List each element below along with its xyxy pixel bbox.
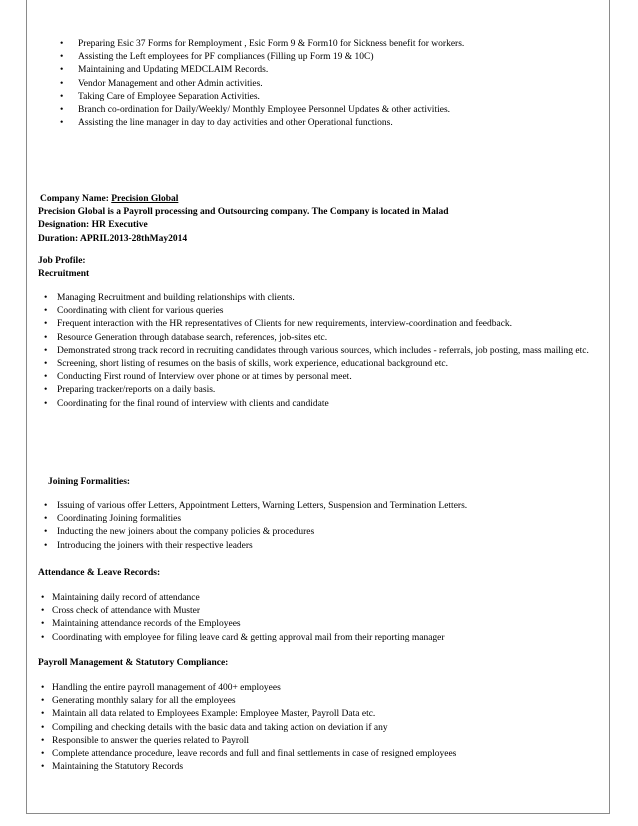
list-item: • Preparing tracker/reports on a daily basis. bbox=[27, 384, 609, 397]
list-item: • Resource Generation through database search, references, job-sites etc. bbox=[27, 332, 609, 345]
list-item: • Maintaining the Statutory Records bbox=[27, 761, 609, 774]
payroll-heading: Payroll Management & Statutory Compliance: bbox=[38, 658, 229, 668]
payroll-list bbox=[27, 682, 609, 774]
list-item: • Maintaining and Updating MEDCLAIM Records. bbox=[27, 64, 609, 77]
list-item: • Preparing Esic 37 Forms for Remployment , Esic Form 9 & Form10 for Sickness benefit for workers. bbox=[27, 38, 609, 51]
list-item: • Handling the entire payroll management of 400+ employees bbox=[27, 682, 609, 695]
list-item: • Responsible to answer the queries related to Payroll bbox=[27, 735, 609, 748]
job-profile-heading: Job Profile: bbox=[38, 256, 86, 266]
list-item: • Branch co-ordination for Daily/Weekly/ Monthly Employee Personnel Updates & other activities. bbox=[27, 104, 609, 117]
list-item: • Cross check of attendance with Muster bbox=[27, 605, 609, 618]
list-item: • Frequent interaction with the HR representatives of Clients for new requirements, interview-coordination and feedback. bbox=[27, 318, 609, 331]
recruitment-subheading: Recruitment bbox=[38, 269, 90, 280]
previous-job-duties-list bbox=[27, 38, 609, 130]
list-item: • Screening, short listing of resumes on the basis of skills, work experience, educational background etc. bbox=[27, 358, 609, 371]
list-item: • Coordinating for the final round of interview with clients and candidate bbox=[27, 398, 609, 411]
list-item: • Coordinating Joining formalities bbox=[27, 513, 609, 526]
list-item: • Issuing of various offer Letters, Appointment Letters, Warning Letters, Suspension and Termination Letters. bbox=[27, 500, 609, 513]
company-name-line bbox=[38, 193, 599, 206]
joining-heading: Joining Formalities: bbox=[48, 477, 131, 487]
list-item: • Demonstrated strong track record in recruiting candidates through various sources, which includes - referrals, job posting, mass mailing etc. bbox=[27, 345, 609, 358]
company-name-label: Company Name: bbox=[40, 194, 112, 204]
list-item: • Maintaining daily record of attendance bbox=[27, 592, 609, 605]
list-item: • Managing Recruitment and building relationships with clients. bbox=[27, 292, 609, 305]
list-item: • Vendor Management and other Admin activities. bbox=[27, 78, 609, 91]
designation: Designation: HR Executive bbox=[38, 220, 148, 231]
list-item: • Compiling and checking details with the basic data and taking action on deviation if any bbox=[27, 722, 609, 735]
job-profile-heading-block bbox=[38, 255, 599, 281]
company-name: Precision Global bbox=[111, 194, 179, 204]
duration: Duration: APRIL2013-28thMay2014 bbox=[38, 233, 188, 244]
attendance-heading: Attendance & Leave Records: bbox=[38, 568, 161, 578]
list-item: • Assisting the line manager in day to day activities and other Operational functions. bbox=[27, 117, 609, 130]
list-item: • Coordinating with client for various queries bbox=[27, 305, 609, 318]
recruitment-list bbox=[27, 292, 609, 411]
list-item: • Coordinating with employee for filing leave card & getting approval mail from their reporting manager bbox=[27, 632, 609, 645]
list-item: • Introducing the joiners with their respective leaders bbox=[27, 540, 609, 553]
list-item: • Conducting First round of Interview over phone or at times by personal meet. bbox=[27, 371, 609, 384]
list-item: • Generating monthly salary for all the employees bbox=[27, 695, 609, 708]
joining-list bbox=[27, 500, 609, 553]
list-item: • Assisting the Left employees for PF compliances (Filling up Form 19 & 10C) bbox=[27, 51, 609, 64]
list-item: • Complete attendance procedure, leave records and full and final settlements in case of resigned employees bbox=[27, 748, 609, 761]
list-item: • Maintain all data related to Employees Example: Employee Master, Payroll Data etc. bbox=[27, 708, 609, 721]
document-page bbox=[26, 0, 610, 814]
list-item: • Maintaining attendance records of the Employees bbox=[27, 618, 609, 631]
list-item: • Inducting the new joiners about the company policies & procedures bbox=[27, 526, 609, 539]
attendance-list bbox=[27, 592, 609, 645]
company-description: Precision Global is a Payroll processing and Outsourcing company. The Company is located in Malad bbox=[38, 207, 449, 218]
company-block bbox=[38, 193, 599, 246]
list-item: • Taking Care of Employee Separation Activities. bbox=[27, 91, 609, 104]
